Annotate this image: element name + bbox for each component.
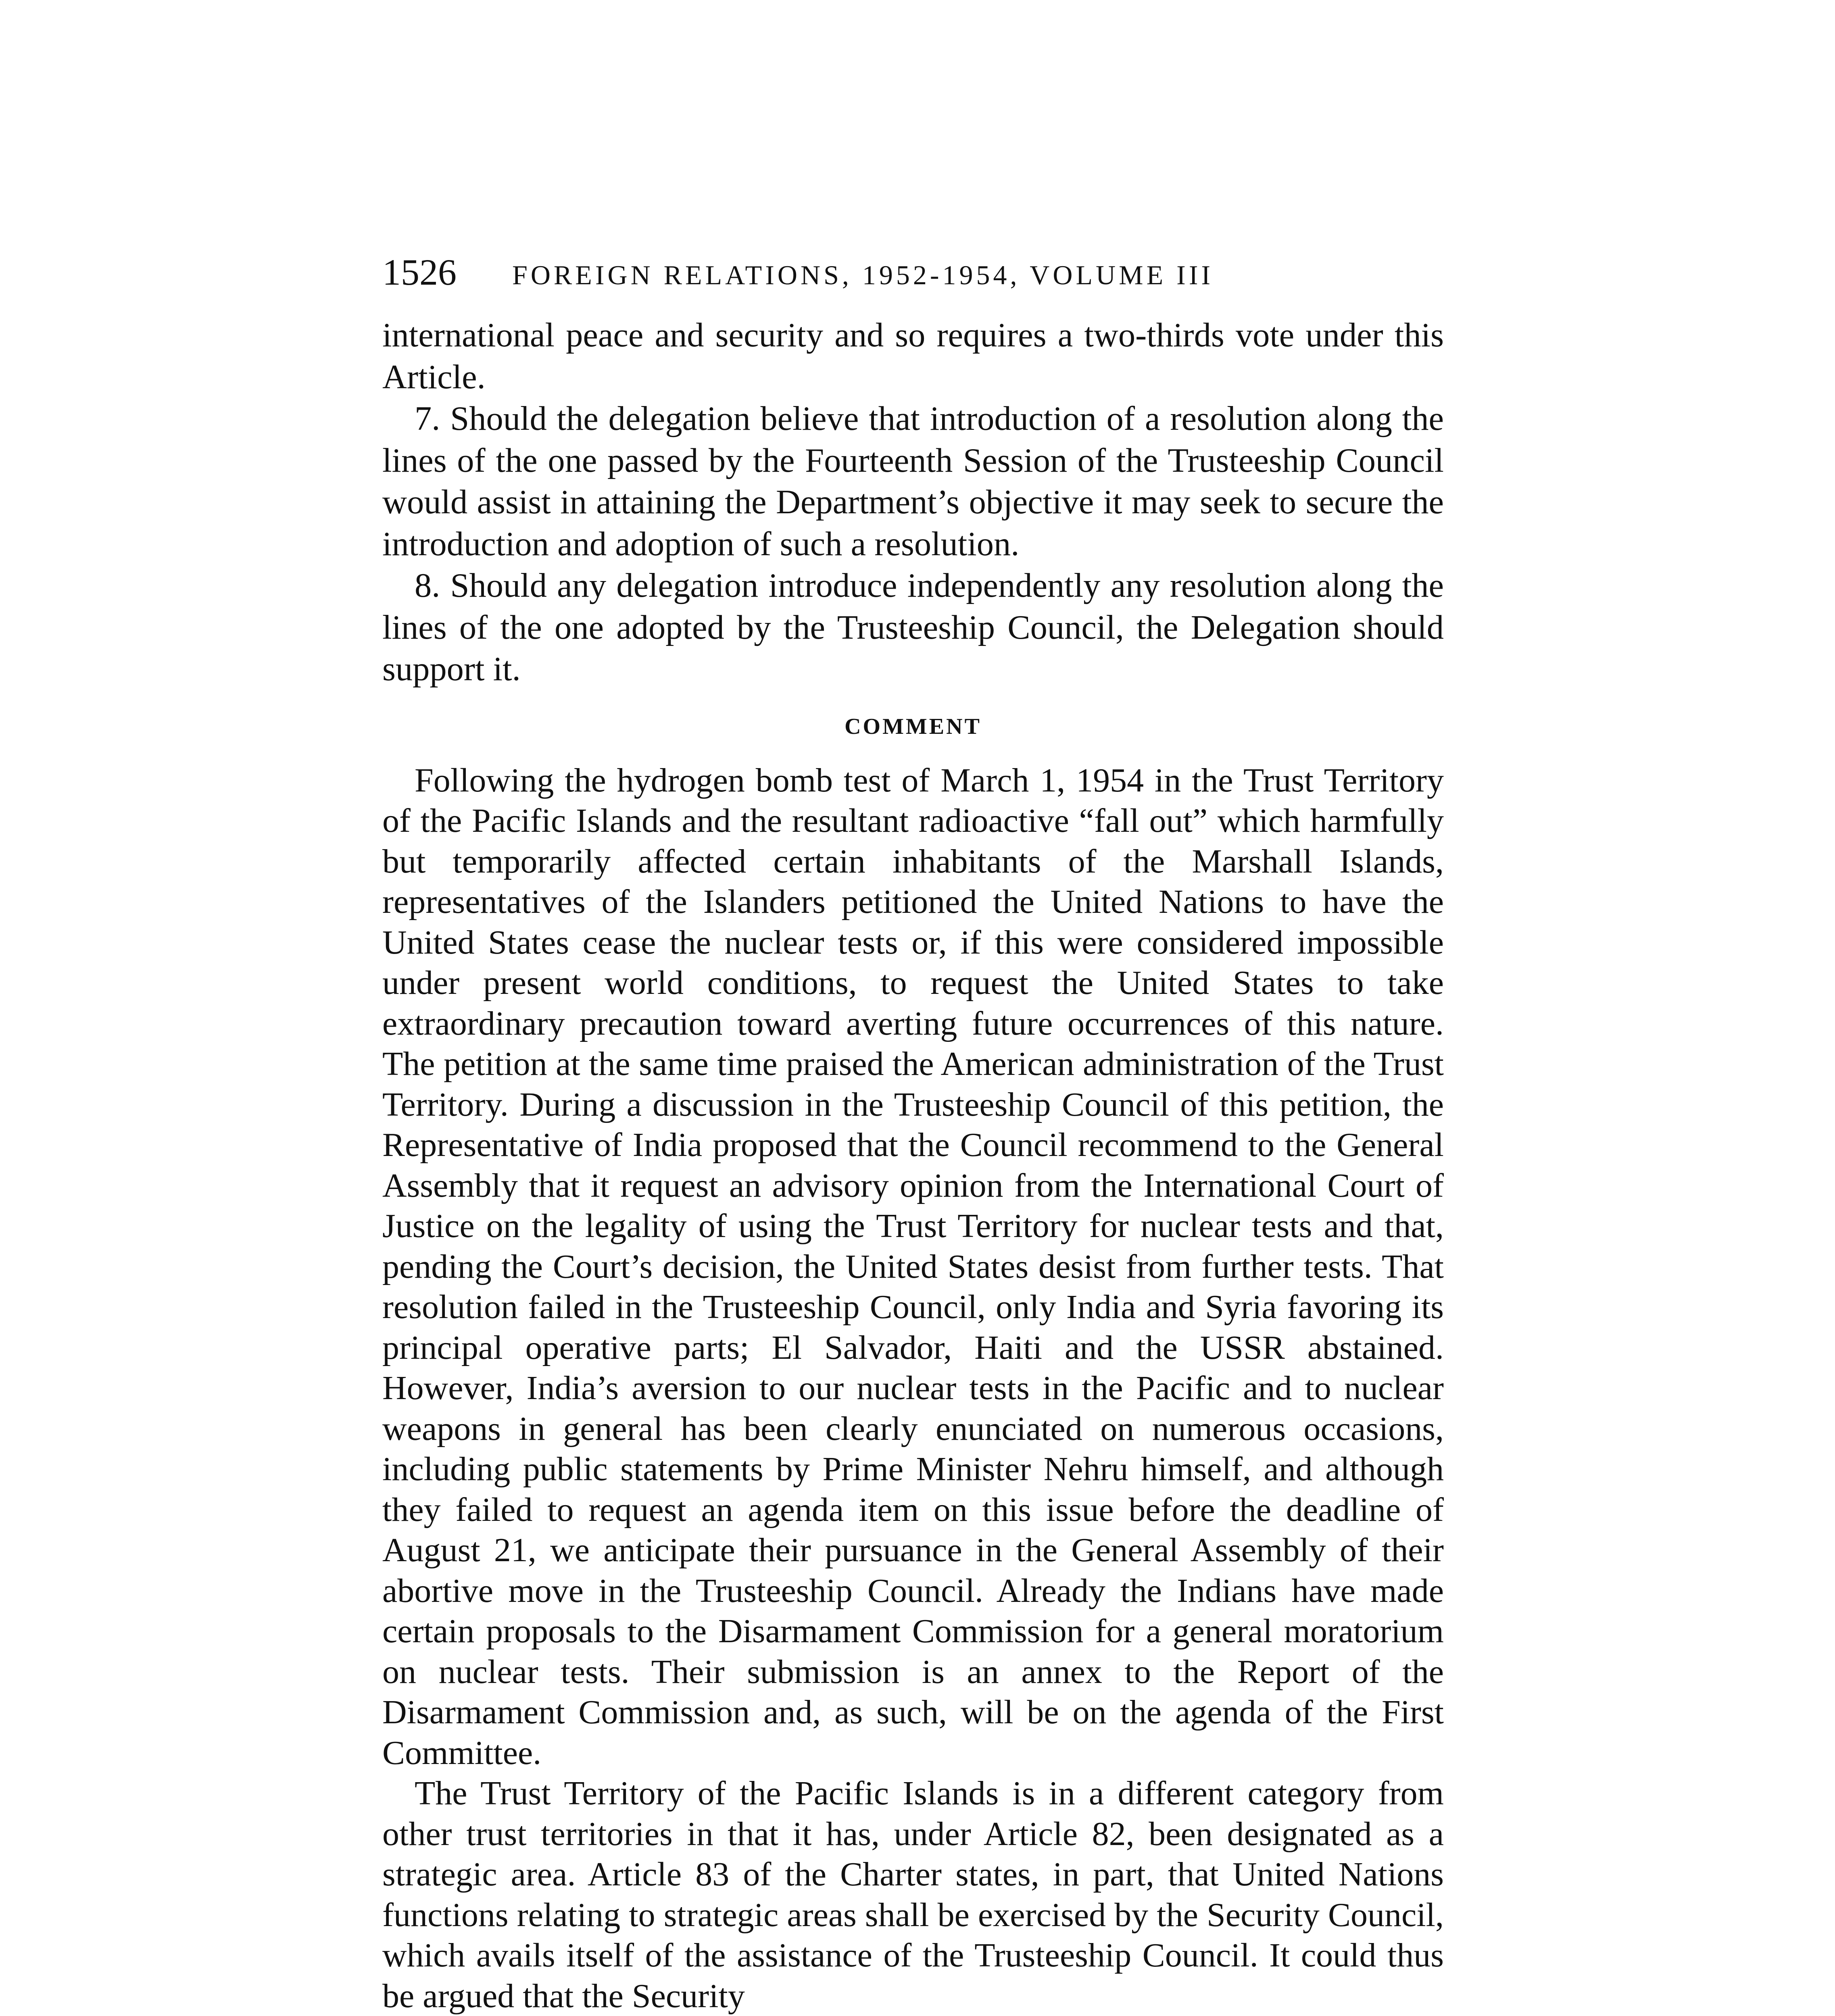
page-number: 1526 bbox=[382, 252, 457, 293]
running-title: FOREIGN RELATIONS, 1952-1954, VOLUME III bbox=[512, 260, 1214, 290]
document-page bbox=[382, 250, 1444, 2016]
continued-paragraph: international peace and security and so requires a two-thirds vote under this Article. bbox=[382, 317, 1444, 396]
comment-paragraph-1: Following the hydrogen bomb test of March 1, 1954 in the Trust Territory of the Pacific Islands and the resultant radioactive “fall out” which harmfully but temporarily affected certain inhabitants of the Marshall Islands, representatives of the Islanders petitioned the United Nations to have the United States cease the nuclear tests or, if this were considered impossible under present world conditions, to request the United States to take extraordinary precaution toward averting future occurrences of this nature. The petition at the same time praised the American administration of the Trust Territory. During a discussion in the Trusteeship Council of this petition, the Representative of India proposed that the Council recommend to the General Assembly that it request an advisory opinion from the International Court of Justice on the legality of using the Trust Territory for nuclear tests and that, pending the Court’s decision, the United States desist from further tests. That resolution failed in the Trusteeship Council, only India and Syria favoring its principal operative parts; El Salvador, Haiti and the USSR abstained. However, India’s aversion to our nuclear tests in the Pacific and to nuclear weapons in general has been clearly enunciated on numerous occasions, including public statements by Prime Minister Nehru himself, and although they failed to request an agenda item on this issue before the deadline of August 21, we anticipate their pursuance in the General Assembly of their abortive move in the Trusteeship Council. Already the Indians have made certain proposals to the Disarmament Commission for a general moratorium on nuclear tests. Their submission is an annex to the Report of the Disarmament Commission and, as such, will be on the agenda of the First Committee. bbox=[382, 761, 1444, 1772]
running-head bbox=[382, 250, 1444, 298]
instructions-section bbox=[382, 314, 1444, 690]
comment-paragraph-2: The Trust Territory of the Pacific Islands is in a different category from other trust territories in that it has, under Article 82, been designated as a strategic area. Article 83 of the Charter states, in part, that United Nations functions relating to strategic areas shall be exercised by the Security Council, which avails itself of the assistance of the Trusteeship Council. It could thus be argued that the Security bbox=[382, 1774, 1444, 2015]
paragraph-item-7: 7. Should the delegation believe that introduction of a resolution along the lines of the one passed by the Fourteenth Session of the Trusteeship Council would assist in attaining the Department’s objective it may seek to secure the introduction and adoption of such a resolution. bbox=[382, 400, 1444, 563]
comment-section bbox=[382, 760, 1444, 2016]
paragraph-item-8: 8. Should any delegation introduce independently any resolution along the lines of the one adopted by the Trusteeship Council, the Delegation should support it. bbox=[382, 567, 1444, 688]
comment-heading: COMMENT bbox=[845, 714, 982, 739]
